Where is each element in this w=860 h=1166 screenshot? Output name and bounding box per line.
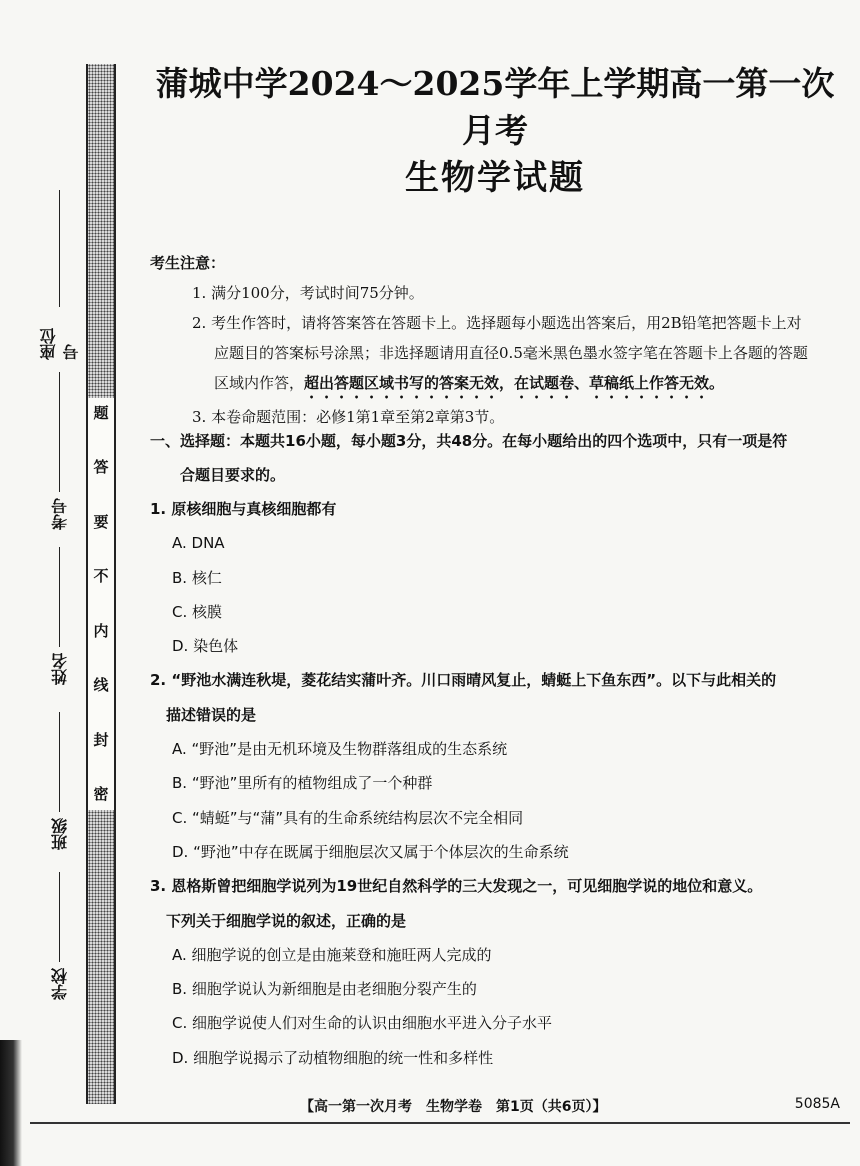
notice-item: 3. 本卷命题范围：必修1第1章至第2章第3节。 [192, 408, 505, 426]
question-stem: 3. 恩格斯曾把细胞学说列为19世纪自然科学的三大发现之一，可见细胞学说的地位和意义。 [150, 877, 763, 896]
section-line: 合题目要求的。 [180, 466, 286, 484]
exam-number-field[interactable] [40, 370, 80, 530]
question-2 [150, 663, 840, 869]
question-option: A. “野池”是由无机环境及生物群落组成的生态系统 [172, 740, 508, 759]
question-stem-cont: 下列关于细胞学说的叙述，正确的是 [166, 911, 407, 930]
seat-number-line [60, 190, 61, 307]
paper-code: 5085A [794, 1096, 840, 1112]
school-field[interactable] [40, 860, 80, 1000]
seat-number-label: 座位号 [39, 328, 81, 360]
binding-char: 不 [93, 567, 109, 586]
exam-number-label: 考号 [50, 498, 70, 530]
question-stem-cont: 描述错误的是 [166, 705, 257, 724]
notice-emphasis: 超出答题区域书写的答案无效，在试题卷、草稿纸上作答无效。 [304, 374, 725, 392]
question-option: C. “蜻蜓”与“蒲”具有的生命系统结构层次不完全相同 [172, 808, 524, 827]
school-line [60, 872, 61, 962]
binding-char: 内 [93, 621, 109, 640]
notice-text: 区域内作答， [214, 374, 305, 392]
question-option: D. “野池”中存在既属于细胞层次又属于个体层次的生命系统 [172, 842, 569, 861]
notice-item: 1. 满分100分，考试时间75分钟。 [192, 284, 424, 302]
scan-shadow [0, 1040, 22, 1166]
question-option: D. 染色体 [172, 637, 239, 656]
name-line [60, 547, 61, 647]
question-option: C. 细胞学说使人们对生命的认识由细胞水平进入分子水平 [172, 1014, 553, 1033]
notice-item: 应题目的答案标号涂黑；非选择题请用直径0.5毫米黑色墨水签字笔在答题卡上各题的答题 [214, 344, 808, 362]
questions-list [150, 492, 840, 1075]
question-stem: 1. 原核细胞与真核细胞都有 [150, 500, 337, 518]
name-field[interactable] [40, 545, 80, 685]
binding-char: 封 [93, 730, 109, 749]
class-label: 班级 [50, 818, 70, 850]
section-heading [150, 424, 840, 492]
question-option: C. 核膜 [172, 602, 223, 621]
notice-item: 2. 考生作答时，请将答案答在答题卡上。选择题每小题选出答案后，用2B铅笔把答题卡上对 [192, 314, 802, 332]
question-3 [150, 869, 840, 1075]
question-option: A. 细胞学说的创立是由施莱登和施旺两人完成的 [172, 945, 492, 964]
class-field[interactable] [40, 700, 80, 850]
exam-subtitle: 生物学试题 [405, 158, 585, 198]
name-label: 姓名 [50, 653, 70, 685]
class-line [60, 712, 61, 812]
binding-char: 题 [93, 404, 109, 422]
page-footer [300, 1096, 840, 1116]
binding-char: 答 [93, 458, 109, 477]
notice-block [150, 248, 840, 432]
exam-number-line [60, 372, 61, 492]
question-1 [150, 492, 840, 663]
question-option: A. DNA [172, 534, 225, 553]
binding-char: 要 [93, 512, 109, 531]
exam-title: 蒲城中学2024～2025学年上学期高一第一次月考 [155, 64, 835, 150]
school-label: 学校 [50, 968, 70, 1000]
binding-warning [86, 398, 116, 810]
section-line: 一、选择题：本题共16小题，每小题3分，共48分。在每小题给出的四个选项中，只有一项是符 [150, 432, 788, 450]
seat-number-field[interactable] [40, 190, 80, 360]
notice-item-with-emphasis [150, 368, 840, 402]
footer-text: 【高一第一次月考 生物学卷 第1页（共6页）】 [300, 1099, 607, 1115]
binding-char: 密 [93, 784, 109, 803]
question-option: B. “野池”里所有的植物组成了一个种群 [172, 774, 433, 793]
notice-heading: 考生注意： [150, 254, 226, 272]
footer-rule [30, 1122, 850, 1124]
binding-char: 线 [93, 676, 109, 695]
question-stem: 2. “野池水满连秋堤，菱花结实蒲叶齐。川口雨晴风复止，蜻蜓上下鱼东西”。以下与此相关的 [150, 671, 777, 690]
question-option: B. 细胞学说认为新细胞是由老细胞分裂产生的 [172, 980, 477, 999]
question-option: B. 核仁 [172, 568, 222, 587]
question-option: D. 细胞学说揭示了动植物细胞的统一性和多样性 [172, 1048, 494, 1067]
